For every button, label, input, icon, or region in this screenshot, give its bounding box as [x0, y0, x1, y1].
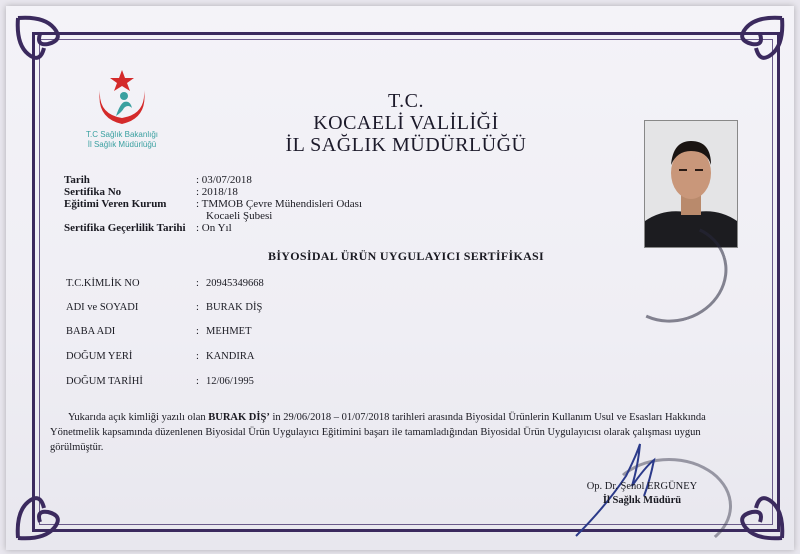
org-value: : TMMOB Çevre Mühendisleri Odası — [196, 198, 363, 210]
birthplace-label: DOĞUM YERİ — [66, 351, 133, 362]
birthplace-value: KANDIRA — [206, 351, 255, 362]
id-value: 20945349668 — [206, 278, 264, 289]
name-label: ADI ve SOYADI — [66, 302, 139, 313]
heading-line-3: İL SAĞLIK MÜDÜRLÜĞÜ — [285, 134, 527, 156]
father-label: BABA ADI — [66, 326, 116, 337]
colon: : — [196, 326, 199, 337]
birthdate-label: DOĞUM TARİHİ — [66, 376, 143, 387]
signature-block — [562, 480, 722, 508]
ministry-logo-text — [52, 130, 192, 150]
certificate-title: BİYOSİDAL ÜRÜN UYGULAYICI SERTİFİKASI — [268, 249, 544, 263]
ornament-corner-icon — [726, 14, 786, 74]
org-value-2: Kocaeli Şubesi — [206, 210, 273, 222]
heading-line-2: KOCAELİ VALİLİĞİ — [313, 112, 499, 134]
paragraph-part-1: Yukarıda açık kimliği yazılı olan — [68, 412, 209, 423]
ornament-corner-icon — [14, 482, 74, 542]
document-heading — [256, 90, 556, 156]
colon: : — [196, 302, 199, 313]
colon: : — [196, 351, 199, 362]
logo-line-2: İl Sağlık Müdürlüğü — [87, 140, 157, 149]
validity-label: Sertifika Geçerlilik Tarihi — [64, 222, 186, 234]
org-label: Eğitimi Veren Kurum — [64, 198, 167, 210]
ministry-logo-icon — [72, 68, 172, 128]
cert-no-value: : 2018/18 — [196, 186, 238, 198]
ornament-corner-icon — [14, 14, 74, 74]
date-label: Tarih — [64, 174, 90, 186]
name-value: BURAK DİŞ — [206, 302, 263, 313]
certificate-document — [6, 6, 794, 550]
paragraph-name: BURAK DİŞ’ — [208, 412, 270, 423]
colon: : — [196, 376, 199, 387]
signer-role: İl Sağlık Müdürü — [602, 495, 682, 506]
cert-no-label: Sertifika No — [64, 186, 122, 198]
ornament-corner-icon — [726, 482, 786, 542]
colon: : — [196, 278, 199, 289]
id-label: T.C.KİMLİK NO — [66, 278, 140, 289]
validity-value: : On Yıl — [196, 222, 232, 234]
date-value: : 03/07/2018 — [196, 174, 252, 186]
father-value: MEHMET — [206, 326, 252, 337]
paragraph-part-2: in 29/06/2018 – 01/07/2018 tarihleri arasında Biyosidal Ürünlerin Kullanım Usul ve Esasları Hakkında Yönetmelik kapsamında düzenlenen Biyosidal Ürün Uygulayıcı Eğitimini başarı ile tamamladığından Biyosidal Ürün Uygulayıcısı olarak çalışması uygun görülmüştür. — [50, 412, 706, 453]
birthdate-value: 12/06/1995 — [206, 376, 254, 387]
heading-line-1: T.C. — [387, 90, 425, 112]
signer-name: Op. Dr. Şenol ERGÜNEY — [586, 481, 698, 492]
logo-line-1: T.C Sağlık Bakanlığı — [85, 130, 159, 139]
